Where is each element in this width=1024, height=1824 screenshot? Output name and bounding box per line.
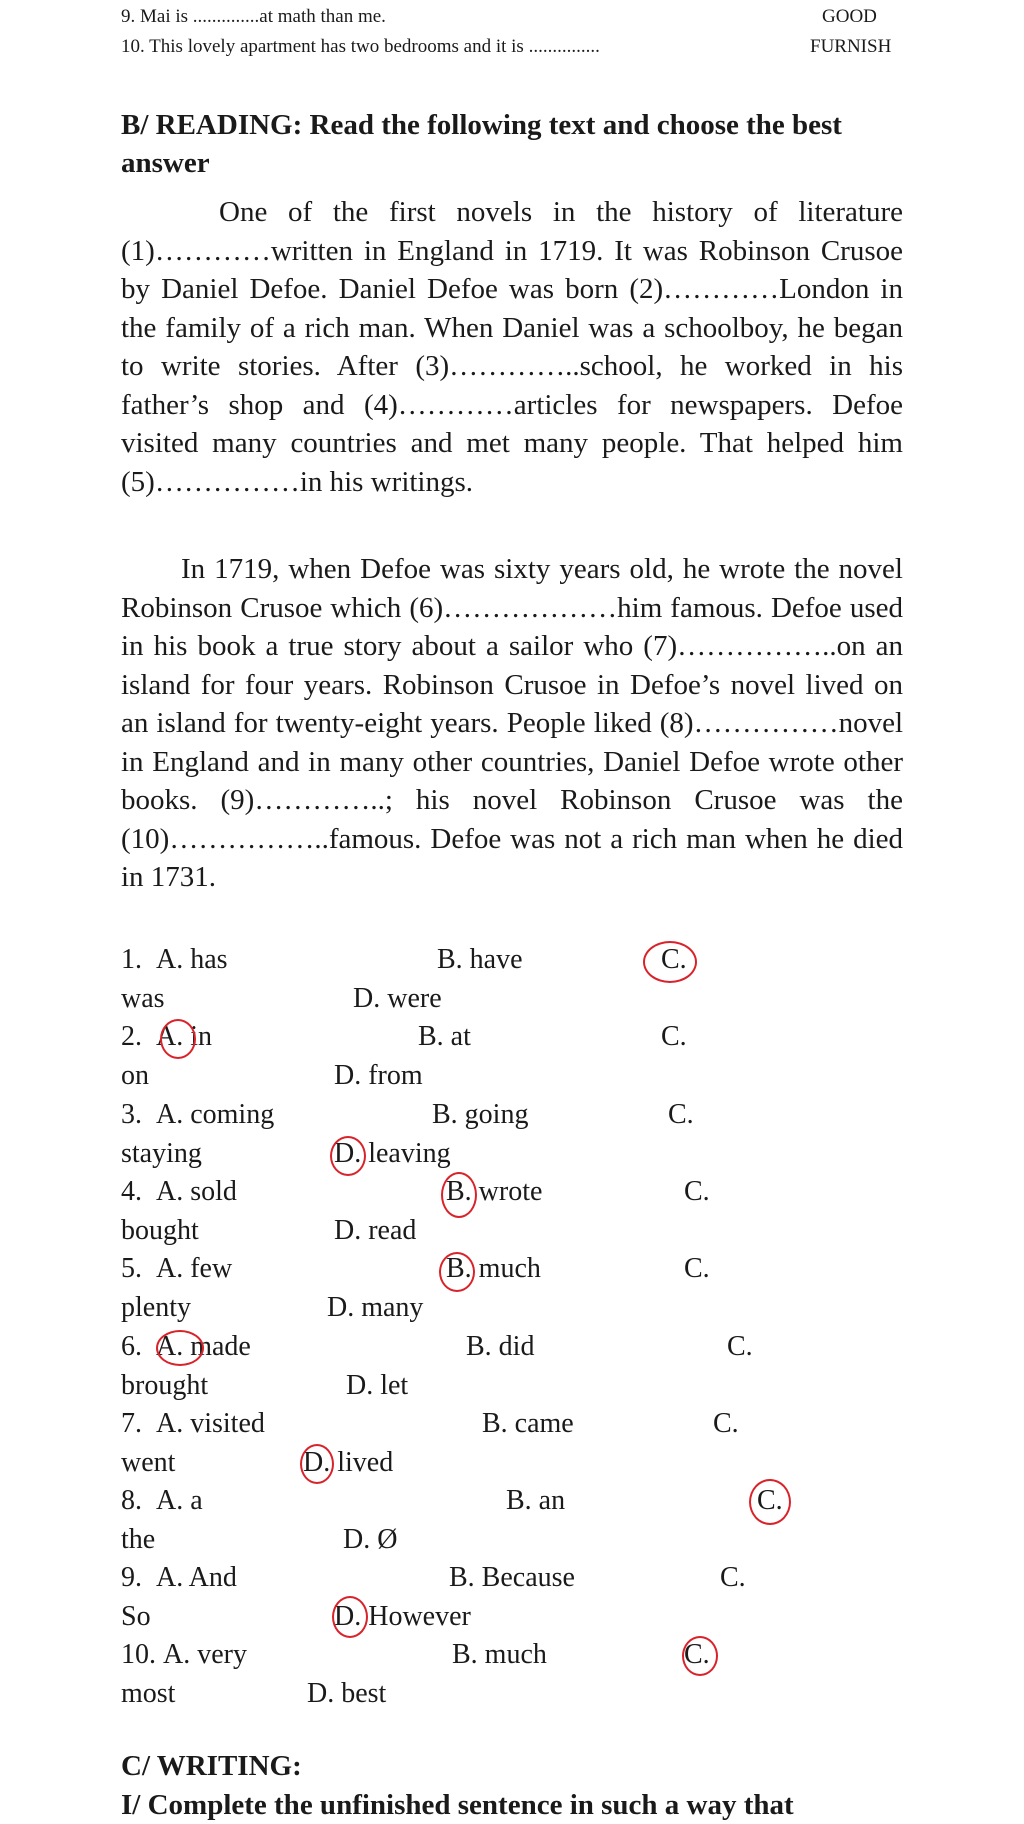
question-7-c-word: went (121, 1447, 176, 1478)
question-5-b: B. much (446, 1253, 541, 1284)
question-4-a: 4. A. sold (121, 1176, 237, 1207)
question-5-c: C. (684, 1253, 710, 1284)
reading-heading: B/ READING: Read the following text and choose the best answer (121, 109, 842, 179)
question-10-d: D. best (307, 1678, 387, 1709)
question-8-b: B. an (506, 1485, 566, 1516)
vocab-word-9: GOOD (822, 6, 877, 27)
question-3-d: D. leaving (334, 1138, 451, 1169)
answer-circle-1 (643, 941, 697, 983)
question-10-b: B. much (452, 1639, 547, 1670)
answer-circle-6 (156, 1330, 204, 1366)
vocab-num: 10. (121, 36, 145, 57)
answer-circle-8 (749, 1479, 791, 1525)
question-4-d: D. read (334, 1215, 417, 1246)
question-8-d: D. Ø (343, 1524, 398, 1555)
answer-circle-10 (682, 1636, 718, 1676)
answer-circle-5 (439, 1252, 475, 1292)
vocab-text: This lovely apartment has two bedrooms and it is ............... (149, 36, 600, 57)
question-9-a: 9. A. And (121, 1562, 237, 1593)
question-4-b: B. wrote (446, 1176, 543, 1207)
question-6-d: D. let (346, 1370, 409, 1401)
question-3-c-word: staying (121, 1138, 202, 1169)
question-5-c-word: plenty (121, 1292, 191, 1323)
question-9-c-word: So (121, 1601, 151, 1632)
question-6-b: B. did (466, 1331, 535, 1362)
answer-circle-4 (441, 1172, 477, 1218)
question-8-c: C. (757, 1485, 783, 1516)
question-8-a: 8. A. a (121, 1485, 203, 1516)
vocab-item-9 (121, 6, 386, 28)
question-9-d: D. However (334, 1601, 471, 1632)
question-3-b: B. going (432, 1099, 529, 1130)
question-4-c-word: bought (121, 1215, 199, 1246)
question-2-b: B. at (418, 1021, 471, 1052)
question-10-c-word: most (121, 1678, 176, 1709)
question-9-b: B. Because (449, 1562, 575, 1593)
question-1-c-word: was (121, 983, 165, 1014)
question-1-b: B. have (437, 944, 523, 975)
writing-heading: C/ WRITING: (121, 1750, 302, 1782)
writing-instruction: I/ Complete the unfinished sentence in such a way that (121, 1789, 794, 1821)
question-8-c-word: the (121, 1524, 156, 1555)
question-3-a: 3. A. coming (121, 1099, 275, 1130)
question-10-c: C. (684, 1639, 710, 1670)
question-2-a: 2. A. in (121, 1021, 212, 1052)
question-7-a: 7. A. visited (121, 1408, 265, 1439)
question-7-b: B. came (482, 1408, 574, 1439)
question-1-d: D. were (353, 983, 442, 1014)
answer-circle-9 (332, 1596, 368, 1638)
question-10-a: 10. A. very (121, 1639, 247, 1670)
answer-circle-3 (330, 1136, 366, 1176)
question-6-c-word: brought (121, 1370, 209, 1401)
question-5-a: 5. A. few (121, 1253, 233, 1284)
answer-circle-7 (300, 1444, 334, 1484)
reading-paragraph-1: One of the first novels in the history of literature (1)…………written in England in 1719. It was Robinson Crusoe by Daniel Defoe. Daniel Defoe was born (2)…………London in the family of a rich man. When Daniel was a schoolboy, he began to write stories. After (3)…………..school, he worked in his father’s shop and (4)…………articles for newspapers. Defoe visited many countries and met many people. That helped him (5)……………in his writings. (121, 196, 903, 498)
question-2-c: C. (661, 1021, 687, 1052)
question-9-c: C. (720, 1562, 746, 1593)
question-7-c: C. (713, 1408, 739, 1439)
answer-circle-2 (160, 1019, 196, 1059)
vocab-text: Mai is ..............at math than me. (140, 6, 386, 27)
question-1-c: C. (661, 944, 687, 975)
question-5-d: D. many (327, 1292, 424, 1323)
question-7-d: D. lived (303, 1447, 394, 1478)
vocab-word-10: FURNISH (810, 36, 892, 57)
question-2-c-word: on (121, 1060, 149, 1091)
question-4-c: C. (684, 1176, 710, 1207)
question-1-a: 1. A. has (121, 944, 228, 975)
question-6-c: C. (727, 1331, 753, 1362)
vocab-item-10 (121, 36, 600, 58)
question-3-c: C. (668, 1099, 694, 1130)
question-6-a: 6. A. made (121, 1331, 251, 1362)
question-2-d: D. from (334, 1060, 423, 1091)
vocab-num: 9. (121, 6, 136, 27)
reading-paragraph-2: In 1719, when Defoe was sixty years old, he wrote the novel Robinson Crusoe which (6)………………him famous. Defoe used in his book a true story about a sailor who (7)……………..on an island for four years. Robinson Crusoe in Defoe’s novel lived on an island for twenty-eight years. People liked (8)……………novel in England and in many other countries, Daniel Defoe wrote other books. (9)…………..; his novel Robinson Crusoe was the (10)……………..famous. Defoe was not a rich man when he died in 1731. (121, 553, 903, 893)
